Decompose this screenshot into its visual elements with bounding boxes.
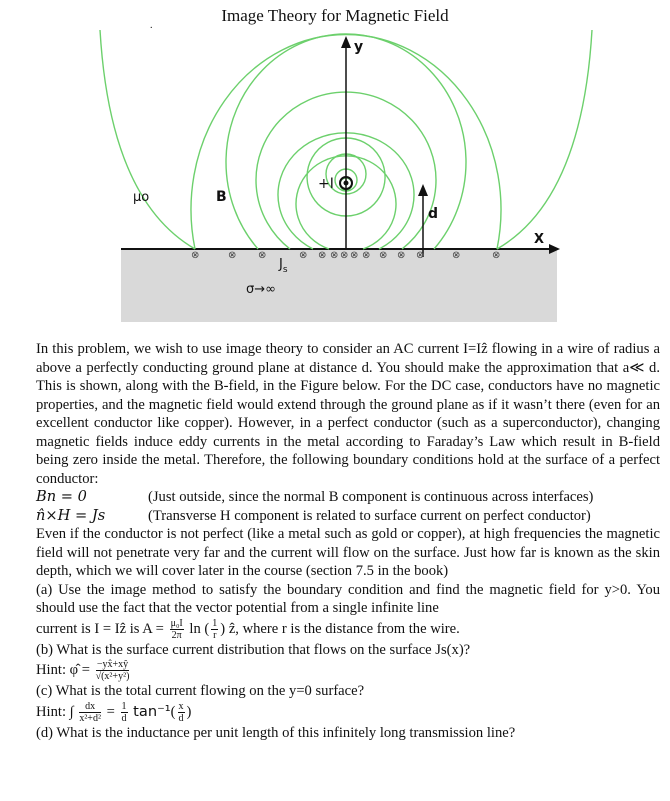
js-label-text: J: [279, 257, 283, 272]
qc-hint-text: Hint: ∫: [36, 703, 74, 720]
surface-current-marker: ⊗: [397, 250, 406, 261]
sigma-label: σ→∞: [246, 282, 276, 297]
skin-paragraph: Even if the conductor is not perfect (like a metal such as gold or copper), at high frequencies the magnetic field will not penetrate very far and the current will flow on the surface. Just how far is known as the skin depth, which we will cover later in the course (section 7.5 in the book): [36, 526, 660, 579]
question-c-hint: Hint: ∫ $\frac{dx}{\text{x²+d²}}$ = $\frac{1}{d}$ tan⁻¹( $\frac{x}{d}$ ): [36, 700, 192, 724]
b-label: B: [216, 189, 227, 205]
qa-paren-num: 1: [212, 617, 218, 629]
question-d: (d) What is the inductance per unit length of this infinitely long transmission line?: [36, 724, 516, 741]
qc-fraction-2: [121, 701, 128, 724]
field-line: [497, 30, 592, 249]
qc-den: x²+d²: [79, 712, 101, 724]
wire-current-dot: [344, 181, 349, 186]
question-a: (a) Use the image method to satisfy the boundary condition and find the magnetic field for y>0. You should use the fact that the vector potential from a single infinite line: [36, 581, 660, 616]
intro-paragraph: In this problem, we wish to use image theory to consider an AC current I=Iẑ flowing in a wire of radius a above a perfectly conducting ground plane at distance d. You should make the approximation that a≪ d. This is shown, along with the B-field, in the Figure below. For the DC case, conductors have no magnetic properties, and the magnetic field would extend through the ground plane as if it wasn’t there (even for an excellent conductor like copper). However, in a perfect conductor (such as a superconductor), changing magnetic fields induce eddy currents in the metal according to Faraday’s Law which result in B-field being zero inside the metal. Therefore, the following boundary conditions hold at the surface of a perfect conductor:: [36, 341, 660, 487]
figure: [0, 0, 670, 340]
surface-current-marker: ⊗: [228, 250, 237, 261]
qc-den2: d: [121, 712, 127, 724]
question-c: (c) What is the total current flowing on the y=0 surface?: [36, 683, 365, 699]
qc-paren-fraction: [178, 701, 185, 724]
qc-tan: tan⁻¹: [133, 702, 171, 720]
problem-text: [36, 340, 660, 742]
bc1-text: (Just outside, since the normal B component is continuous across interfaces): [148, 489, 594, 505]
surface-current-marker: ⊗: [340, 250, 349, 261]
qb-hint-text: Hint: φ̂ =: [36, 661, 94, 678]
y-label: y: [354, 39, 364, 55]
qa-fraction: [170, 618, 184, 641]
qa-frac-den: 2π: [171, 629, 182, 641]
qa-text-2: ln: [189, 620, 205, 637]
page-title: Image Theory for Magnetic Field: [221, 6, 449, 25]
surface-current-marker: ⊗: [318, 250, 327, 261]
qc-fraction: [79, 701, 101, 724]
surface-current-marker: ⊗: [379, 250, 388, 261]
qb-den: √(x²+y²): [95, 671, 130, 682]
d-arrow-head: [418, 184, 428, 196]
boundary-condition-1: [36, 488, 660, 507]
surface-current-marker: ⊗: [492, 250, 501, 261]
bc2-equation: n̂×H = Js: [36, 506, 106, 524]
surface-current-marker: ⊗: [416, 250, 425, 261]
d-label: d: [428, 206, 439, 222]
question-b-hint: [36, 659, 660, 682]
boundary-condition-2: [36, 507, 660, 526]
qb-num: −yx̂+xŷ: [96, 659, 129, 670]
qa-text-3: ẑ, where r is the distance from the wire.: [225, 620, 460, 637]
surface-current-marker: ⊗: [191, 250, 200, 261]
surface-current-marker: ⊗: [258, 250, 267, 261]
js-label-sub: s: [282, 265, 288, 275]
title-mark: .: [150, 20, 153, 31]
bc2-text: (Transverse H component is related to surface current on perfect conductor): [148, 507, 591, 524]
qa-text-1: current is I = Iẑ is A =: [36, 620, 168, 637]
qc-num: dx: [79, 701, 101, 713]
surface-current-marker: ⊗: [362, 250, 371, 261]
qc-pden: d: [178, 712, 184, 724]
y-axis-arrow: [341, 36, 351, 48]
bc1-equation: Bn = 0: [36, 488, 87, 505]
qa-paren-den: r: [213, 629, 217, 641]
qa-paren-fraction: [211, 618, 218, 641]
surface-current-marker: ⊗: [452, 250, 461, 261]
qc-equals: =: [106, 703, 119, 720]
question-a-equation: current is I = Iẑ is A = $\frac{\text{μ₀I}}{2\pi}$ ln ( $\frac{1}{r}$ ) ẑ, where r is the distance from the wire.: [36, 617, 460, 641]
current-label: +I: [318, 176, 334, 192]
qc-pnum: x: [178, 700, 184, 712]
field-line: [100, 30, 195, 249]
question-b: (b) What is the surface current distribution that flows on the surface Js(x)?: [36, 641, 471, 658]
mu-label: μo: [133, 190, 150, 205]
surface-current-marker: ⊗: [350, 250, 359, 261]
qc-num2: 1: [121, 700, 127, 712]
surface-current-marker: ⊗: [299, 250, 308, 261]
qb-fraction: [96, 659, 130, 682]
qa-frac-num: μ₀I: [170, 617, 183, 629]
surface-current-marker: ⊗: [330, 250, 339, 261]
x-label: X: [534, 232, 545, 247]
